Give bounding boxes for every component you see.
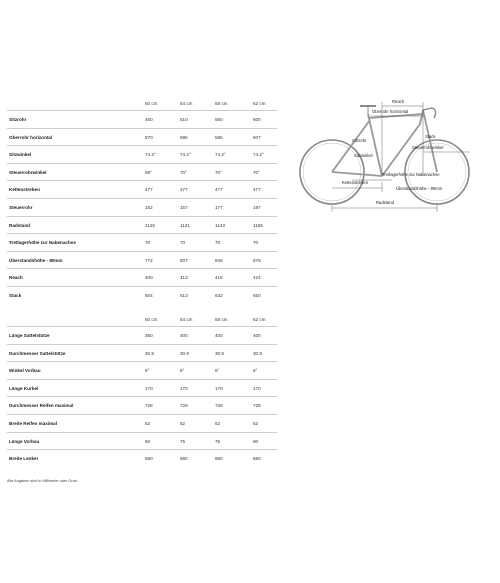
table-row [7, 326, 277, 345]
label-reach: Reach [392, 99, 405, 104]
label-head-angle: Steuerrohrwinkel [412, 145, 444, 150]
label-seat-angle: Sitzwinkel [354, 153, 373, 158]
bike-geometry-diagram [292, 92, 472, 242]
row-label: Reach [9, 275, 23, 281]
row-value: 510 [180, 117, 188, 122]
footnote: Alle Angaben sind in Millimeter oder Grad. [7, 479, 78, 483]
row-value: 6° [215, 368, 220, 374]
row-value: 70° [215, 169, 222, 175]
row-value: 74.2° [180, 152, 191, 158]
row-value: 1125 [145, 222, 155, 228]
row-value: 728 [145, 403, 153, 409]
label-stack: Stack [425, 134, 436, 139]
geometry-table-2 [7, 316, 277, 476]
row-label: Winkel Vorbau [9, 368, 41, 374]
row-value: 400 [215, 333, 223, 338]
table-row [7, 163, 277, 182]
row-value: 75 [180, 438, 186, 444]
geometry-table-1 [7, 100, 277, 315]
row-value: 418 [215, 275, 223, 281]
label-chainstays: Kettenstreben [342, 180, 369, 185]
row-label: Breite Lenker [9, 456, 39, 462]
row-value: 30.9 [215, 350, 224, 356]
row-value: 560 [215, 117, 223, 122]
row-value: 60 [145, 438, 151, 444]
row-value: 52 [253, 421, 259, 426]
row-value: 1143 [215, 222, 225, 228]
row-value: 75 [215, 438, 221, 444]
row-value: 170 [180, 385, 188, 391]
header-size-50: 50 cm [145, 101, 158, 106]
row-value: 400 [180, 333, 188, 338]
row-value: 74.2° [145, 152, 156, 158]
row-value: 6° [180, 368, 185, 374]
row-value: 680 [145, 456, 153, 462]
row-value: 613 [180, 293, 188, 298]
row-value: 70° [180, 169, 187, 175]
table-row [7, 379, 277, 398]
row-label: Steuerrohr [9, 205, 33, 210]
table-row [7, 432, 277, 451]
row-value: 477 [253, 187, 261, 193]
row-value: 586 [180, 134, 188, 140]
row-label: Länge Vorbau [9, 438, 40, 444]
row-value: 876 [253, 257, 261, 263]
row-value: 70 [253, 240, 259, 246]
row-value: 680 [180, 456, 188, 462]
table-row [7, 286, 277, 305]
row-value: 680 [253, 456, 261, 462]
row-value: 400 [145, 275, 153, 281]
table-row [7, 268, 277, 287]
row-value: 607 [253, 134, 261, 140]
label-wheelbase: Radstand [376, 200, 394, 205]
row-value: 30.9 [145, 350, 154, 356]
table-1-header [7, 100, 277, 110]
table-row [7, 180, 277, 199]
header-size-54: 54 cm [180, 317, 193, 322]
table-row [7, 361, 277, 380]
row-label: Durchmesser Reifen maximal [9, 403, 74, 409]
table-row [7, 128, 277, 147]
row-value: 90 [253, 438, 259, 444]
row-value: 74.2° [215, 152, 226, 158]
row-label: Stack [9, 293, 22, 298]
row-label: Breite Reifen maximal [9, 421, 57, 426]
row-value: 69° [145, 169, 152, 175]
row-value: 52 [145, 421, 151, 426]
row-value: 170 [253, 385, 261, 391]
row-value: 424 [253, 275, 261, 281]
row-value: 604 [145, 293, 153, 298]
row-value: 1131 [180, 222, 190, 228]
row-value: 650 [253, 293, 261, 298]
row-label: Radstand [9, 222, 30, 228]
row-value: 845 [215, 257, 223, 263]
row-value: 728 [215, 403, 223, 409]
row-value: 170 [145, 385, 153, 391]
row-value: 477 [180, 187, 188, 193]
row-value: 70 [180, 240, 186, 246]
table-row [7, 396, 277, 415]
row-value: 52 [215, 421, 221, 426]
table-row [7, 449, 277, 468]
row-value: 70 [145, 240, 151, 246]
row-value: 772 [145, 257, 153, 263]
row-value: 807 [180, 257, 188, 263]
row-value: 30.9 [253, 350, 262, 356]
row-value: 477 [145, 187, 153, 193]
row-value: 596 [215, 134, 223, 140]
header-size-58: 58 cm [215, 101, 228, 106]
label-top-tube: Oberrohr horizontal [372, 109, 409, 114]
header-size-50: 50 cm [145, 317, 158, 322]
row-value: 728 [180, 403, 188, 409]
label-bb-drop: Tretlagerhöhe zur Nabenachse [382, 172, 440, 177]
row-value: 52 [180, 421, 186, 426]
table-row [7, 251, 277, 270]
label-seat-tube: Sitzrohr [352, 138, 367, 143]
row-label: Kettenstreben [9, 187, 40, 193]
row-value: 6° [253, 368, 258, 374]
bike-frame [332, 110, 437, 176]
row-value: 70 [215, 240, 221, 246]
table-row [7, 414, 277, 433]
bike-geometry-svg [292, 92, 472, 242]
label-standover: Überstandshöhe - 80mm [396, 186, 443, 191]
row-label: Länge Sattelstütze [9, 333, 50, 338]
row-label: Länge Kurbel [9, 385, 39, 391]
header-size-62: 62 cm [253, 317, 266, 322]
row-value: 1155 [253, 222, 263, 228]
row-value: 70° [253, 169, 260, 175]
row-value: 477 [215, 187, 223, 193]
table-row [7, 198, 277, 217]
row-value: 728 [253, 403, 261, 409]
row-value: 680 [215, 456, 223, 462]
row-label: Steuerrohrwinkel [9, 169, 47, 175]
row-value: 177 [215, 205, 223, 210]
row-value: 350 [145, 333, 153, 338]
table-row [7, 233, 277, 252]
row-value: 197 [253, 205, 261, 210]
row-label: Sitzwinkel [9, 152, 32, 158]
row-label: Überstandshöhe - 80mm [9, 257, 63, 263]
row-label: Sitzrohr [9, 117, 27, 122]
row-value: 460 [145, 117, 153, 122]
row-value: 30.9 [180, 350, 189, 356]
table-2-header [7, 316, 277, 326]
row-value: 157 [180, 205, 188, 210]
table-row [7, 216, 277, 235]
row-value: 570 [145, 134, 153, 140]
header-size-58: 58 cm [215, 317, 228, 322]
row-value: 152 [145, 205, 153, 210]
row-value: 400 [253, 333, 261, 338]
row-label: Durchmesser Sattelstütze [9, 350, 66, 356]
row-value: 413 [180, 275, 188, 281]
row-value: 6° [145, 368, 150, 374]
row-value: 170 [215, 385, 223, 391]
table-row [7, 110, 277, 129]
row-label: Tretlagerhöhe zur Nabenachse [9, 240, 76, 246]
row-value: 74.2° [253, 152, 264, 158]
row-value: 600 [253, 117, 261, 122]
header-size-62: 62 cm [253, 101, 266, 106]
header-size-54: 54 cm [180, 101, 193, 106]
table-row [7, 344, 277, 363]
row-value: 632 [215, 293, 223, 298]
row-label: Oberrohr horizontal [9, 134, 53, 140]
table-row [7, 145, 277, 164]
